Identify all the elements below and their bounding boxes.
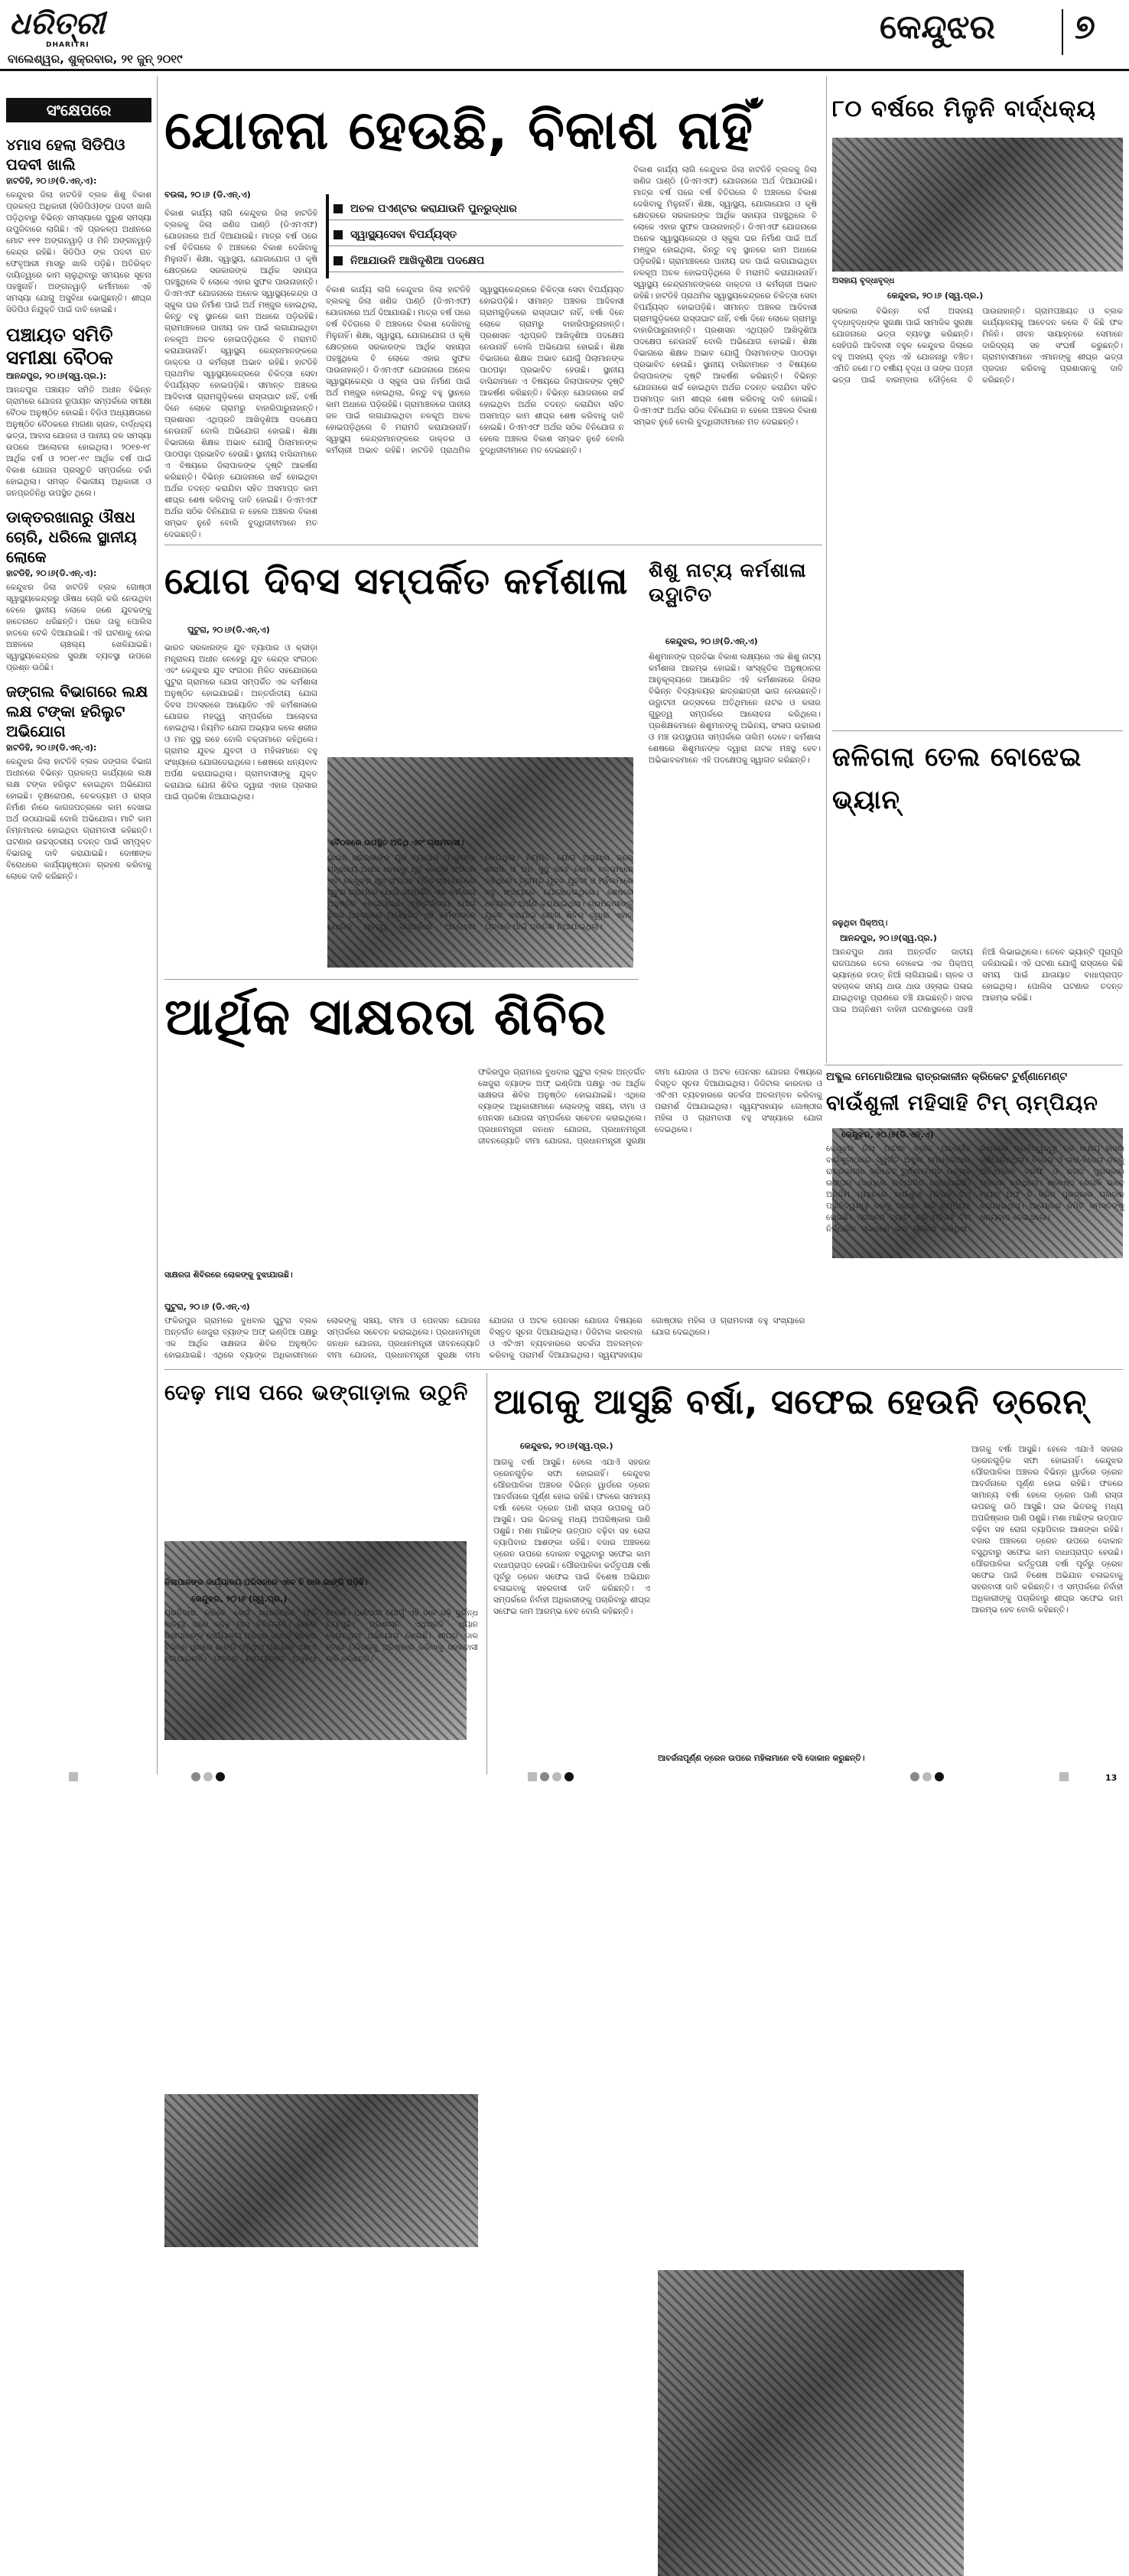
column-rule bbox=[826, 76, 827, 1063]
briefs-label: ସଂକ୍ଷେପରେ bbox=[6, 98, 151, 122]
dance-dateline: କେନ୍ଦୁଝର, ୨୦।୬(ଡି.ଏନ୍.ଏ) bbox=[665, 636, 758, 646]
dance-headline: ଶିଶୁ ନାଟ୍ୟ କର୍ମଶାଳା ଉଦ୍ଘାଟିତ bbox=[649, 559, 807, 606]
yoga-body-col1: ଭାରତ ସରକାରଙ୍କ ଯୁବ ବ୍ୟାପାର ଓ କ୍ରୀଡ଼ା ମନ୍ତ୍ରାଳୟ ଅଧୀନ ନେହେରୁ ଯୁବ କେନ୍ଦ୍ର ସଂଗଠନ ଏବଂ କେନ୍ଦୁଝର ଯୁବ ସଂଗଠନ ମିଳିତ ସହଯୋଗରେ ଘୁଟୁରା ଗ୍ରାମରେ ଯୋଗ ସମ୍ପର୍କିତ ଏକ କର୍ମଶାଳା ଅନୁଷ୍ଠିତ ହୋଇଯାଇଛି। ଅନ୍ତର୍ଜାତୀୟ ଯୋଗ ଦିବସ ଅବସରରେ ଆୟୋଜିତ ଏହି କର୍ମଶାଳାରେ ଯୋଗର ମହତ୍ତ୍ୱ ସମ୍ପର୍କରେ ଆଲୋଚନା ହୋଇଥିଲା। ନିୟମିତ ଯୋଗ ଅଭ୍ୟାସ କଲେ ଶରୀର ଓ ମନ ସୁସ୍ଥ ରହେ ବୋଲି ବକ୍ତାମାନେ କହିଥିଲେ। ଗ୍ରାମର ଯୁବକ ଯୁବତୀ ଓ ମହିଳାମାନେ ବହୁ ସଂଖ୍ୟାରେ ଯୋଗଦେଇଥିଲେ। ଶେଷରେ ଧନ୍ୟବାଦ ଅର୍ପଣ କରାଯାଇଥିଲା। ଗ୍ରାମବାସୀଙ୍କୁ ଯୁକ୍ତ କରାଯାଇ ଯୋଗ ଶିବିର ଦ୍ୱାରା ଏହାର ପ୍ରସାର ପାଇଁ ପ୍ରତିଜ୍ଞା ନିଆଯାଇଥିଲା। bbox=[164, 643, 317, 802]
brief-dateline: ହାଟଡିହି, ୨୦।୬(ଡି.ଏନ୍.ଏ): bbox=[6, 568, 97, 578]
brief-body: କେନ୍ଦୁଝର ଜିଲା ହାଟଡିହି ବ୍ଲକ ଗୋଷ୍ଠୀ ସ୍ୱାସ୍ଥ୍ୟକେନ୍ଦ୍ରରୁ ଔଷଧ ଚୋରି କରି ନେଉଥିବା ବେଳେ ସ୍ଥାନୀୟ ଲୋକେ ଜଣେ ଯୁବକଙ୍କୁ ହାତେନାତେ ଧରିଛନ୍ତି। ପରେ ତାକୁ ପୋଲିସ ହାତରେ ଟେକି ଦିଆଯାଇଛି। ଏହି ଘଟଣାକୁ ନେଇ ଅଞ୍ଚଳରେ ଚାଞ୍ଚଲ୍ୟ ଖେଳିଯାଇଛି। ସ୍ୱାସ୍ଥ୍ୟକେନ୍ଦ୍ରର ସୁରକ୍ଷା ବ୍ୟବସ୍ଥା ଉପରେ ପ୍ରଶ୍ନ ଉଠିଛି। bbox=[6, 583, 151, 672]
finance-dateline-wrap bbox=[164, 1300, 317, 1316]
finance-dateline: ଘୁଟୁରା, ୨୦।୬ (ଡି.ଏନ୍.ଏ) bbox=[164, 1302, 250, 1312]
issue-date: ବାଲେଶ୍ୱର, ଶୁକ୍ରବାର, ୨୧ ଜୁନ୍ ୨୦୧୯ bbox=[8, 52, 183, 66]
brief-headline: ୪ମାସ ହେଲା ସିଡିପିଓ ପଦବୀ ଖାଲି bbox=[6, 135, 125, 174]
brief-item bbox=[6, 681, 151, 883]
fire-photo-caption: ଜଳୁଥିବା ପିକ୍ଅପ୍। bbox=[832, 919, 888, 928]
fallen-branch-photo bbox=[164, 2094, 478, 2247]
cricket-dateline-wrap bbox=[841, 1128, 1071, 1143]
lead-highlights bbox=[326, 194, 623, 278]
brief-item bbox=[6, 135, 151, 316]
cricket-kicker: ଅବ୍ଦୁଲ ମେମୋରିଆଲ ରାତ୍ରକାଳୀନ କ୍ରିକେଟ ଟୁର୍ଣ୍ଣାମେଣ୍ଟ bbox=[826, 1071, 1068, 1083]
highlight-item: ନିଆଯାଉନି ଆଖିଦୃଶିଆ ପଦକ୍ଷେପ bbox=[329, 249, 623, 272]
briefs-column bbox=[6, 128, 151, 1773]
drain-headline: ଆଗକୁ ଆସୁଛି ବର୍ଷା, ସଫେଇ ହେଉନି ଡ୍ରେନ୍ bbox=[493, 1381, 1088, 1422]
cricket-dateline: କେନ୍ଦୁଝର, ୨୦।୬(ଡି.ଏନ୍.ଏ) bbox=[841, 1130, 934, 1140]
brief-dateline: ଆନନ୍ଦପୁର, ୨୦।୬(ସ୍ୱ.ପ୍ର.): bbox=[6, 371, 107, 381]
brief-headline: ଜଙ୍ଗଲ ବିଭାଗରେ ଲକ୍ଷ ଲକ୍ଷ ଟଙ୍କା ହରିଲୁଟ ଅଭିଯୋଗ bbox=[6, 682, 148, 740]
fire-headline: ଜଳିଗଲା ତେଲ ବୋଝେଇ ଭ୍ୟାନ୍ bbox=[832, 742, 1082, 815]
registration-mark bbox=[1059, 1771, 1069, 1783]
section-divider bbox=[1062, 9, 1063, 55]
pension-dateline-wrap bbox=[887, 289, 1117, 304]
registration-mark bbox=[69, 1771, 78, 1783]
brief-item bbox=[6, 324, 151, 499]
column-rule bbox=[157, 76, 158, 1774]
page-folio: 13 bbox=[1105, 1773, 1118, 1783]
registration-mark bbox=[910, 1771, 944, 1783]
bullet-icon bbox=[333, 204, 343, 213]
brief-item bbox=[6, 507, 151, 674]
finance-photo-caption: ସାକ୍ଷରତା ଶିବିରରେ ଲୋକଙ୍କୁ ବୁଝାଯାଉଛି। bbox=[164, 1270, 293, 1280]
lead-body-col3: ବିକାଶ କାର୍ଯ୍ୟ ଲାଗି କେନ୍ଦୁଝର ଜିଲା ହାଟଡିହି ବ୍ଲକକୁ ଜିଲା ଖଣିଜ ପାଣ୍ଠି (ଡିଏମଏଫ) ଯୋଜନାରେ ଅର୍ଥ ଦିଆଯାଉଛି। ମାତ୍ର ବର୍ଷ ପରେ ବର୍ଷ ବିତିଗଲେ ବି ଅଞ୍ଚଳରେ ବିକାଶ ଦେଖିବାକୁ ମିଳୁନାହିଁ। ଶିକ୍ଷା, ସ୍ୱାସ୍ଥ୍ୟ, ଯୋଗାଯୋଗ ଓ କୃଷି କ୍ଷେତ୍ରରେ ସରକାରଙ୍କ ଆର୍ଥିକ ସହାୟତା ପହଞ୍ଚୁଥିଲେ ବି ଲୋକେ ଏହାର ସୁଫଳ ପାଉନାହାନ୍ତି। ଡିଏମଏଫ ଯୋଜନାରେ ଅନେକ ସ୍ୱାସ୍ଥ୍ୟକେନ୍ଦ୍ର ଓ ସ୍କୁଲ ଘର ନିର୍ମାଣ ପାଇଁ ଅର୍ଥ ମଞ୍ଜୁର ହୋଇଥିଲା, କିନ୍ତୁ ବହୁ ସ୍ଥାନରେ କାମ ଅଧାରେ ପଡ଼ିରହିଛି। ଗ୍ରାମାଞ୍ଚଳରେ ପାନୀୟ ଜଳ ପାଇଁ ଲଗାଯାଇଥିବା ନଳକୂଅ ଅଚଳ ହୋଇପଡ଼ିଥିଲେ ବି ମରାମତି କରାଯାଉନାହିଁ। ସ୍ୱାସ୍ଥ୍ୟ କେନ୍ଦ୍ରମାନଙ୍କରେ ଡାକ୍ତର ଓ କର୍ମଚାରୀ ଅଭାବ ରହିଛି। ହାଟଡିହି ପ୍ରାଥମିକ ସ୍ୱାସ୍ଥ୍ୟକେନ୍ଦ୍ରରେ ଚିକିତ୍ସା ସେବା ବିପର୍ଯ୍ୟସ୍ତ ହୋଇପଡ଼ିଛି। ସୀମାନ୍ତ ଅଞ୍ଚଳର ଆଦିବାସୀ ଗ୍ରାମଗୁଡ଼ିକରେ ରାସ୍ତାଘାଟ ନାହିଁ, ବର୍ଷା ଦିନେ ଲୋକେ ଗ୍ରାମରୁ ବାହାରିପାରୁନାହାନ୍ତି। ପ୍ରଶାସନ ଏଥିପ୍ରତି ଆଖିଦୃଶିଆ ପଦକ୍ଷେପ ନେଉନାହିଁ ବୋଲି ଅଭିଯୋଗ ହୋଇଛି। ଶିକ୍ଷା ବିଭାଗରେ ଶିକ୍ଷକ ଅଭାବ ଯୋଗୁଁ ପିଲାମାନଙ୍କ ପାଠପଢ଼ା ପ୍ରଭାବିତ ହେଉଛି। ସ୍ଥାନୀୟ ବାସିନ୍ଦାମାନେ ଏ ବିଷୟରେ ଜିଲାପାଳଙ୍କ ଦୃଷ୍ଟି ଆକର୍ଷଣ କରିଛନ୍ତି। ବିଭିନ୍ନ ଯୋଜନାରେ ଖର୍ଚ୍ଚ ହୋଇଥିବା ଅର୍ଥର ତଦନ୍ତ କରାଯିବା ସହିତ ଅସମାପ୍ତ କାମ ଶୀଘ୍ର ଶେଷ କରିବାକୁ ଦାବି ହୋଇଛି। ଡିଏମଏଫ ଅର୍ଥର ସଠିକ ବିନିଯୋଗ ନ ହେଲେ ଅଞ୍ଚଳର ବିକାଶ ସମ୍ଭବ ନୁହେଁ ବୋଲି ବୁଦ୍ଧିଜୀବୀମାନେ ମତ ଦେଇଛନ୍ତି। bbox=[633, 165, 817, 427]
finance-body-bottom: ଫକିରପୁର ଗ୍ରାମରେ ବୁଧବାର ଘୁଟୁରା ବ୍ଲକ ଅନ୍ତର୍ଗତ ଖେଜୁରା ବ୍ୟାଙ୍କ ଅଫ୍ ଇଣ୍ଡିଆ ପକ୍ଷରୁ ଏକ ଆର୍ଥିକ ସାକ୍ଷରତା ଶିବିର ଅନୁଷ୍ଠିତ ହୋଇଯାଇଛି। ଏଥିରେ ବ୍ୟାଙ୍କ ଅଧିକାରୀମାନେ ଲୋକଙ୍କୁ ସଞ୍ଚୟ, ବୀମା ଓ ପେନସନ ଯୋଜନା ସମ୍ପର୍କରେ ସଚେତନ କରାଇଥିଲେ। ପ୍ରଧାନମନ୍ତ୍ରୀ ଜନଧନ ଯୋଜନା, ପ୍ରଧାନମନ୍ତ୍ରୀ ଜୀବନଜ୍ୟୋତି ବୀମା ଯୋଜନା, ପ୍ରଧାନମନ୍ତ୍ରୀ ସୁରକ୍ଷା ବୀମା ଯୋଜନା ଓ ଅଟଳ ପେନସନ ଯୋଜନା ବିଷୟରେ ବିସ୍ତୃତ ସୂଚନା ଦିଆଯାଇଥିଲା। ଡିଜିଟାଲ କାରବାର ଓ ଏଟିଏମ ବ୍ୟବହାରରେ ସତର୍କତା ଅବଲମ୍ବନ କରିବାକୁ ପରାମର୍ଶ ଦିଆଯାଇଥିଲା। ସ୍ୱୟଂସହାୟକ ଗୋଷ୍ଠୀର ମହିଳା ଓ ଗ୍ରାମବାସୀ ବହୁ ସଂଖ୍ୟାରେ ଯୋଗ ଦେଇଥିଲେ। bbox=[164, 1316, 805, 1360]
yoga-body-col2: ଭାରତ ସରକାରଙ୍କ ଯୁବ ବ୍ୟାପାର ଓ କ୍ରୀଡ଼ା ମନ୍ତ୍ରାଳୟ ଅଧୀନ ନେହେରୁ ଯୁବ କେନ୍ଦ୍ର ସଂଗଠନ ଏବଂ କେନ୍ଦୁଝର ଯୁବ ସଂଗଠନ ମିଳିତ ସହଯୋଗରେ ଘୁଟୁରା ଗ୍ରାମରେ ଯୋଗ ସମ୍ପର୍କିତ ଏକ କର୍ମଶାଳା ଅନୁଷ୍ଠିତ ହୋଇଯାଇଛି। ଅନ୍ତର୍ଜାତୀୟ ଯୋଗ ଦିବସ ଅବସରରେ ଆୟୋଜିତ ଏହି କର୍ମଶାଳାରେ ଯୋଗର ମହତ୍ତ୍ୱ ସମ୍ପର୍କରେ ଆଲୋଚନା ହୋଇଥିଲା। ନିୟମିତ ଯୋଗ ଅଭ୍ୟାସ କଲେ ଶରୀର ଓ ମନ ସୁସ୍ଥ ରହେ ବୋଲି ବକ୍ତାମାନେ କହିଥିଲେ। ଗ୍ରାମର ଯୁବକ ଯୁବତୀ ଓ ମହିଳାମାନେ ବହୁ ସଂଖ୍ୟାରେ ଯୋଗଦେଇଥିଲେ। ଶେଷରେ ଧନ୍ୟବାଦ ଅର୍ପଣ କରାଯାଇଥିଲା। ଗ୍ରାମବାସୀଙ୍କୁ ଯୁକ୍ତ କରାଯାଇ ଯୋଗ ଶିବିର ଦ୍ୱାରା ଏହାର ପ୍ରସାର ପାଇଁ ପ୍ରତିଜ୍ଞା ନିଆଯାଇଥିଲା। bbox=[327, 854, 633, 932]
brief-body: କେନ୍ଦୁଝର ଜିଲା ହାଟଡିହି ବ୍ଲକ ଶିଶୁ ବିକାଶ ପ୍ରକଳ୍ପ ଅଧିକାରୀ (ସିଡିପିଓ)ଙ୍କ ପଦବୀ ଖାଲି ପଡ଼ିଥିବାରୁ ବିଭିନ୍ନ ସମସ୍ୟାରେ ପୁରୁଣ ସମସ୍ୟା ଉପୁଜିବାରେ ଲାଗିଛି। ଏହି ପ୍ରକଳ୍ପ ଅଧୀନରେ ମୋଟ ୧୧୧ ଅଙ୍ଗନୱାଡ଼ି ଓ ମିନି ଅଙ୍ଗନୱାଡ଼ି କେନ୍ଦ୍ର ରହିଛି। ସିଡିପିଓ ଙ୍କ ପଦବୀ ଗତ ଫେବୃଆରୀ ମାସରୁ ଖାଲି ପଡ଼ିଛି। ଅତିରିକ୍ତ ଦାୟିତ୍ୱରେ କାମ ଚାଲୁଥିବାରୁ ସମୟରେ ସୂଚନା ପହଞ୍ଚୁନାହିଁ। ଅଙ୍ଗନୱାଡ଼ି କର୍ମୀମାନେ ଏହି ସମସ୍ୟା ଯୋଗୁ ଅସୁବିଧା ଭୋଗୁଛନ୍ତି। ଶୀଘ୍ର ସିଡିପିଓ ନିଯୁକ୍ତି ପାଇଁ ଦାବି ହୋଇଛି। bbox=[6, 190, 151, 314]
fire-dateline-wrap bbox=[840, 932, 1069, 947]
drain-body-col2: ଆଗକୁ ବର୍ଷା ଆସୁଛି। ହେଲେ ଏଯାଏଁ ସହରର ଡ୍ରେନଗୁଡ଼ିକ ସଫା ହୋଇନାହିଁ। କେନ୍ଦୁଝର ପୌରପାଳିକା ଅଞ୍ଚଳର ବିଭିନ୍ନ ୱାର୍ଡରେ ଡ୍ରେନ ଆବର୍ଜନାରେ ପୂର୍ଣ୍ଣ ହୋଇ ରହିଛି। ଫଳରେ ସାମାନ୍ୟ ବର୍ଷା ହେଲେ ଡ୍ରେନ ପାଣି ରାସ୍ତା ଉପରକୁ ଉଠି ଆସୁଛି। ଘର ଭିତରକୁ ମଧ୍ୟ ଅପରିଷ୍କାର ପାଣି ପଶୁଛି। ମଶା ମାଛିଙ୍କ ଉତ୍ପାତ ବଢ଼ିବା ସହ ରୋଗ ବ୍ୟାପିବାର ଆଶଙ୍କା ରହିଛି। ବଜାର ଅଞ୍ଚଳରେ ଡ୍ରେନ ଉପରେ ଦୋକାନ ବସୁଥିବାରୁ ସଫେଇ କାମ ବାଧାପ୍ରାପ୍ତ ହେଉଛି। ପୌରପାଳିକା କର୍ତ୍ତୃପକ୍ଷ ବର୍ଷା ପୂର୍ବରୁ ଡ୍ରେନ ସଫେଇ ପାଇଁ ବିଶେଷ ଅଭିଯାନ ଚଳାଇବାକୁ ସହରବାସୀ ଦାବି କରିଛନ୍ତି। ଏ ସମ୍ପର୍କରେ ନିର୍ବାହୀ ଅଧିକାରୀଙ୍କୁ ପଚାରିବାରୁ ଶୀଘ୍ର ସଫେଇ କାମ ଆରମ୍ଭ ହେବ ବୋଲି କହିଛନ୍ତି। bbox=[971, 1445, 1123, 1615]
brief-headline: ଡାକ୍ତରଖାନାରୁ ଔଷଧ ଚୋରି, ଧରିଲେ ସ୍ଥାନୀୟ ଲୋକେ bbox=[6, 508, 137, 566]
masthead-rule bbox=[0, 69, 1129, 71]
dance-dateline-wrap bbox=[665, 635, 818, 650]
lead-dateline: ବଉଳା, ୨୦।୬ (ଡି.ଏନ୍.ଏ) bbox=[164, 190, 251, 200]
bullet-icon bbox=[333, 230, 343, 239]
drain-photo-caption: ଆବର୍ଜନାପୂର୍ଣ୍ଣ ଡ୍ରେନ ଉପରେ ମହିଳାମାନେ ବସି ଦୋକାନ କରୁଛନ୍ତି। bbox=[658, 1754, 865, 1763]
column-rule bbox=[486, 1373, 487, 1774]
drain-body-col1: ଆଗକୁ ବର୍ଷା ଆସୁଛି। ହେଲେ ଏଯାଏଁ ସହରର ଡ୍ରେନଗୁଡ଼ିକ ସଫା ହୋଇନାହିଁ। କେନ୍ଦୁଝର ପୌରପାଳିକା ଅଞ୍ଚଳର ବିଭିନ୍ନ ୱାର୍ଡରେ ଡ୍ରେନ ଆବର୍ଜନାରେ ପୂର୍ଣ୍ଣ ହୋଇ ରହିଛି। ଫଳରେ ସାମାନ୍ୟ ବର୍ଷା ହେଲେ ଡ୍ରେନ ପାଣି ରାସ୍ତା ଉପରକୁ ଉଠି ଆସୁଛି। ଘର ଭିତରକୁ ମଧ୍ୟ ଅପରିଷ୍କାର ପାଣି ପଶୁଛି। ମଶା ମାଛିଙ୍କ ଉତ୍ପାତ ବଢ଼ିବା ସହ ରୋଗ ବ୍ୟାପିବାର ଆଶଙ୍କା ରହିଛି। ବଜାର ଅଞ୍ଚଳରେ ଡ୍ରେନ ଉପରେ ଦୋକାନ ବସୁଥିବାରୁ ସଫେଇ କାମ ବାଧାପ୍ରାପ୍ତ ହେଉଛି। ପୌରପାଳିକା କର୍ତ୍ତୃପକ୍ଷ ବର୍ଷା ପୂର୍ବରୁ ଡ୍ରେନ ସଫେଇ ପାଇଁ ବିଶେଷ ଅଭିଯାନ ଚଳାଇବାକୁ ସହରବାସୀ ଦାବି କରିଛନ୍ତି। ଏ ସମ୍ପର୍କରେ ନିର୍ବାହୀ ଅଧିକାରୀଙ୍କୁ ପଚାରିବାରୁ ଶୀଘ୍ର ସଫେଇ କାମ ଆରମ୍ଭ ହେବ ବୋଲି କହିଛନ୍ତି। bbox=[493, 1458, 650, 1616]
highlight-item: ଅଚଳ ପଏଣ୍ଟର କରାଯାଉନି ପୁନରୁଦ୍ଧାର bbox=[329, 197, 623, 220]
lead-body-col2: ବିକାଶ କାର୍ଯ୍ୟ ଲାଗି କେନ୍ଦୁଝର ଜିଲା ହାଟଡିହି ବ୍ଲକକୁ ଜିଲା ଖଣିଜ ପାଣ୍ଠି (ଡିଏମଏଫ) ଯୋଜନାରେ ଅର୍ଥ ଦିଆଯାଉଛି। ମାତ୍ର ବର୍ଷ ପରେ ବର୍ଷ ବିତିଗଲେ ବି ଅଞ୍ଚଳରେ ବିକାଶ ଦେଖିବାକୁ ମିଳୁନାହିଁ। ଶିକ୍ଷା, ସ୍ୱାସ୍ଥ୍ୟ, ଯୋଗାଯୋଗ ଓ କୃଷି କ୍ଷେତ୍ରରେ ସରକାରଙ୍କ ଆର୍ଥିକ ସହାୟତା ପହଞ୍ଚୁଥିଲେ ବି ଲୋକେ ଏହାର ସୁଫଳ ପାଉନାହାନ୍ତି। ଡିଏମଏଫ ଯୋଜନାରେ ଅନେକ ସ୍ୱାସ୍ଥ୍ୟକେନ୍ଦ୍ର ଓ ସ୍କୁଲ ଘର ନିର୍ମାଣ ପାଇଁ ଅର୍ଥ ମଞ୍ଜୁର ହୋଇଥିଲା, କିନ୍ତୁ ବହୁ ସ୍ଥାନରେ କାମ ଅଧାରେ ପଡ଼ିରହିଛି। ଗ୍ରାମାଞ୍ଚଳରେ ପାନୀୟ ଜଳ ପାଇଁ ଲଗାଯାଇଥିବା ନଳକୂଅ ଅଚଳ ହୋଇପଡ଼ିଥିଲେ ବି ମରାମତି କରାଯାଉନାହିଁ। ସ୍ୱାସ୍ଥ୍ୟ କେନ୍ଦ୍ରମାନଙ୍କରେ ଡାକ୍ତର ଓ କର୍ମଚାରୀ ଅଭାବ ରହିଛି। ହାଟଡିହି ପ୍ରାଥମିକ ସ୍ୱାସ୍ଥ୍ୟକେନ୍ଦ୍ରରେ ଚିକିତ୍ସା ସେବା ବିପର୍ଯ୍ୟସ୍ତ ହୋଇପଡ଼ିଛି। ସୀମାନ୍ତ ଅଞ୍ଚଳର ଆଦିବାସୀ ଗ୍ରାମଗୁଡ଼ିକରେ ରାସ୍ତାଘାଟ ନାହିଁ, ବର୍ଷା ଦିନେ ଲୋକେ ଗ୍ରାମରୁ ବାହାରିପାରୁନାହାନ୍ତି। ପ୍ରଶାସନ ଏଥିପ୍ରତି ଆଖିଦୃଶିଆ ପଦକ୍ଷେପ ନେଉନାହିଁ ବୋଲି ଅଭିଯୋଗ ହୋଇଛି। ଶିକ୍ଷା ବିଭାଗରେ ଶିକ୍ଷକ ଅଭାବ ଯୋଗୁଁ ପିଲାମାନଙ୍କ ପାଠପଢ଼ା ପ୍ରଭାବିତ ହେଉଛି। ସ୍ଥାନୀୟ ବାସିନ୍ଦାମାନେ ଏ ବିଷୟରେ ଜିଲାପାଳଙ୍କ ଦୃଷ୍ଟି ଆକର୍ଷଣ କରିଛନ୍ତି। ବିଭିନ୍ନ ଯୋଜନାରେ ଖର୍ଚ୍ଚ ହୋଇଥିବା ଅର୍ଥର ତଦନ୍ତ କରାଯିବା ସହିତ ଅସମାପ୍ତ କାମ ଶୀଘ୍ର ଶେଷ କରିବାକୁ ଦାବି ହୋଇଛି। ଡିଏମଏଫ ଅର୍ଥର ସଠିକ ବିନିଯୋଗ ନ ହେଲେ ଅଞ୍ଚଳର ବିକାଶ ସମ୍ଭବ ନୁହେଁ ବୋଲି ବୁଦ୍ଧିଜୀବୀମାନେ ମତ ଦେଇଛନ୍ତି। bbox=[326, 285, 624, 455]
pension-headline: ୮୦ ବର୍ଷରେ ମିଳୁନି ବାର୍ଦ୍ଧକ୍ୟ bbox=[832, 96, 1097, 122]
branch-dateline: କେନ୍ଦୁଝର, ୨୦।୬ (ସ୍ୱ.ପ୍ର.) bbox=[191, 1594, 288, 1604]
page-number: ୭ bbox=[1075, 8, 1095, 47]
branch-body: ପ୍ରତିକାର କରିବେ କେଉଁ ସାଧାରଣରେ ଫନି ବାତ୍ୟା ପରେ ଦେଢ଼ ମାସ ବିତିଗଲାଣି। ହେଲେ ଜିଲାପାଳଙ୍କ କାର୍ଯ୍ୟାଳୟ ପରିସର ସମେତ ସହରର ବିଭିନ୍ନ ସ୍ଥାନରେ ଭାଙ୍ଗି ପଡ଼ିଥିବା ଗଛ ଡାଳ ଏଯାଏଁ ହଟାଯାଇନାହିଁ। ଫଳରେ ଯାତାୟାତରେ ଅସୁବିଧା ହେଉଛି। ପାଣିପାଗ ଯୋଗୁଁ ଏହି ଡାଳ ସଢ଼ି ଦୁର୍ଗନ୍ଧ ବ୍ୟାପୁଛି। ପ୍ରଶାସନ ଏଥିପ୍ରତି ଧ୍ୟାନ ଦେଉନଥିବା ଅଭିଯୋଗ ହୋଇଛି। ଶୀଘ୍ର ଡାଳ ହଟାଇ ପରିସରକୁ ପରିଷ୍କାର କରିବାକୁ ସହରବାସୀ ଦାବି କରିଛନ୍ତି। bbox=[164, 1608, 478, 1664]
masthead bbox=[0, 0, 1129, 73]
pension-body: ସରକାର ବିଭିନ୍ନ ବର୍ଗ ଅସହାୟ ବୃଦ୍ଧାବୃଦ୍ଧଙ୍କ ସୁରକ୍ଷା ପାଇଁ ସାମାଜିକ ସୁରକ୍ଷା ଯୋଜନାରେ ଭତ୍ତା ବ୍ୟବସ୍ଥା କରିଛନ୍ତି। ସେହିପରି ଆଦିବାସୀ ବହୁଳ କେନ୍ଦୁଝର ଜିଲାରେ ବହୁ ଅସହାୟ ବୃଦ୍ଧ ଏହି ଯୋଜନାରୁ ବଞ୍ଚିତ। ଏମିତି ଜଣେ ୮୦ ବର୍ଷୀୟ ବୃଦ୍ଧ ଓ ତାଙ୍କ ପତ୍ନୀ ଭତ୍ତା ପାଇଁ ବାରମ୍ବାର ଦୌଡ଼ିଲେ ବି ପାଉନାହାନ୍ତି। ଗ୍ରାମପଞ୍ଚାୟତ ଓ ବ୍ଲକ କାର୍ଯ୍ୟାଳୟକୁ ଆବେଦନ କଲେ ବି କିଛି ଫଳ ମିଳିନି। ଜୀବନ ସାୟାହ୍ନରେ ସେମାନେ ଦାରିଦ୍ର୍ୟ ସହ ସଂଘର୍ଷ କରୁଛନ୍ତି। ଗ୍ରାମବାସୀମାନେ ଏମାନଙ୍କୁ ଶୀଘ୍ର ଭତ୍ତା ପ୍ରଦାନ କରିବାକୁ ପ୍ରଶାସନକୁ ଦାବି କରିଛନ୍ତି। bbox=[832, 307, 1123, 385]
elderly-couple-photo bbox=[832, 138, 1123, 272]
drain-dateline-wrap bbox=[520, 1439, 673, 1455]
lead-body-col1: ବିକାଶ କାର୍ଯ୍ୟ ଲାଗି କେନ୍ଦୁଝର ଜିଲା ହାଟଡିହି ବ୍ଲକକୁ ଜିଲା ଖଣିଜ ପାଣ୍ଠି (ଡିଏମଏଫ) ଯୋଜନାରେ ଅର୍ଥ ଦିଆଯାଉଛି। ମାତ୍ର ବର୍ଷ ପରେ ବର୍ଷ ବିତିଗଲେ ବି ଅଞ୍ଚଳରେ ବିକାଶ ଦେଖିବାକୁ ମିଳୁନାହିଁ। ଶିକ୍ଷା, ସ୍ୱାସ୍ଥ୍ୟ, ଯୋଗାଯୋଗ ଓ କୃଷି କ୍ଷେତ୍ରରେ ସରକାରଙ୍କ ଆର୍ଥିକ ସହାୟତା ପହଞ୍ଚୁଥିଲେ ବି ଲୋକେ ଏହାର ସୁଫଳ ପାଉନାହାନ୍ତି। ଡିଏମଏଫ ଯୋଜନାରେ ଅନେକ ସ୍ୱାସ୍ଥ୍ୟକେନ୍ଦ୍ର ଓ ସ୍କୁଲ ଘର ନିର୍ମାଣ ପାଇଁ ଅର୍ଥ ମଞ୍ଜୁର ହୋଇଥିଲା, କିନ୍ତୁ ବହୁ ସ୍ଥାନରେ କାମ ଅଧାରେ ପଡ଼ିରହିଛି। ଗ୍ରାମାଞ୍ଚଳରେ ପାନୀୟ ଜଳ ପାଇଁ ଲଗାଯାଇଥିବା ନଳକୂଅ ଅଚଳ ହୋଇପଡ଼ିଥିଲେ ବି ମରାମତି କରାଯାଉନାହିଁ। ସ୍ୱାସ୍ଥ୍ୟ କେନ୍ଦ୍ରମାନଙ୍କରେ ଡାକ୍ତର ଓ କର୍ମଚାରୀ ଅଭାବ ରହିଛି। ହାଟଡିହି ପ୍ରାଥମିକ ସ୍ୱାସ୍ଥ୍ୟକେନ୍ଦ୍ରରେ ଚିକିତ୍ସା ସେବା ବିପର୍ଯ୍ୟସ୍ତ ହୋଇପଡ଼ିଛି। ସୀମାନ୍ତ ଅଞ୍ଚଳର ଆଦିବାସୀ ଗ୍ରାମଗୁଡ଼ିକରେ ରାସ୍ତାଘାଟ ନାହିଁ, ବର୍ଷା ଦିନେ ଲୋକେ ଗ୍ରାମରୁ ବାହାରିପାରୁନାହାନ୍ତି। ପ୍ରଶାସନ ଏଥିପ୍ରତି ଆଖିଦୃଶିଆ ପଦକ୍ଷେପ ନେଉନାହିଁ ବୋଲି ଅଭିଯୋଗ ହୋଇଛି। ଶିକ୍ଷା ବିଭାଗରେ ଶିକ୍ଷକ ଅଭାବ ଯୋଗୁଁ ପିଲାମାନଙ୍କ ପାଠପଢ଼ା ପ୍ରଭାବିତ ହେଉଛି। ସ୍ଥାନୀୟ ବାସିନ୍ଦାମାନେ ଏ ବିଷୟରେ ଜିଲାପାଳଙ୍କ ଦୃଷ୍ଟି ଆକର୍ଷଣ କରିଛନ୍ତି। ବିଭିନ୍ନ ଯୋଜନାରେ ଖର୍ଚ୍ଚ ହୋଇଥିବା ଅର୍ଥର ତଦନ୍ତ କରାଯିବା ସହିତ ଅସମାପ୍ତ କାମ ଶୀଘ୍ର ଶେଷ କରିବାକୁ ଦାବି ହୋଇଛି। ଡିଏମଏଫ ଅର୍ଥର ସଠିକ ବିନିଯୋଗ ନ ହେଲେ ଅଞ୍ଚଳର ବିକାଶ ସମ୍ଭବ ନୁହେଁ ବୋଲି ବୁଦ୍ଧିଜୀବୀମାନେ ମତ ଦେଇଛନ୍ତି। bbox=[164, 209, 317, 539]
brief-dateline: ହାଟଡିହି, ୨୦।୬(ଡି.ଏନ୍.ଏ): bbox=[6, 176, 97, 186]
highlight-item: ସ୍ୱାସ୍ଥ୍ୟସେବା ବିପର୍ଯ୍ୟସ୍ତ bbox=[329, 223, 623, 246]
dance-body: ଶିଶୁମାନଙ୍କ ପ୍ରତିଭା ବିକାଶ ଲକ୍ଷ୍ୟରେ ଏକ ଶିଶୁ ନାଟ୍ୟ କର୍ମଶାଳା ଆରମ୍ଭ ହୋଇଛି। ସାଂସ୍କୃତିକ ଅନୁଷ୍ଠାନର ଆନୁକୂଲ୍ୟରେ ଆୟୋଜିତ ଏହି କର୍ମଶାଳାରେ ଜିଲାର ବିଭିନ୍ନ ବିଦ୍ୟାଳୟର ଛାତ୍ରଛାତ୍ରୀ ଭାଗ ନେଉଛନ୍ତି। ଉଦ୍ଘାଟନୀ ଉତ୍ସବରେ ଅତିଥିମାନେ ନାଟକ ଓ କଳାର ଗୁରୁତ୍ୱ ସମ୍ପର୍କରେ ଆଲୋଚନା କରିଥିଲେ। ପ୍ରଶିକ୍ଷକମାନେ ଶିଶୁମାନଙ୍କୁ ଅଭିନୟ, ସଂଳାପ ଉଚ୍ଚାରଣ ଓ ମଞ୍ଚ ଉପସ୍ଥାପନା ସମ୍ପର୍କରେ ତାଲିମ ଦେବେ। କର୍ମଶାଳା ଶେଷରେ ଶିଶୁମାନଙ୍କ ଦ୍ୱାରା ନାଟକ ମଞ୍ଚସ୍ଥ ହେବ। ଅଭିଭାବକମାନେ ଏହି ପଦକ୍ଷେପକୁ ସ୍ୱାଗତ କରିଛନ୍ତି। bbox=[649, 652, 821, 765]
story-divider bbox=[832, 730, 1123, 731]
lead-dateline-wrap bbox=[164, 188, 317, 203]
brief-body: ଆନନ୍ଦପୁର ପଞ୍ଚାୟତ ସମିତି ଅଧୀନ ବିଭିନ୍ନ ଗ୍ରାମରେ ଯୋଜନା ରୂପାୟନ ସମ୍ପର୍କରେ ସମୀକ୍ଷା ବୈଠକ ଅନୁଷ୍ଠିତ ହୋଇଛି। ବିଡିଓ ଅଧ୍ୟକ୍ଷତାରେ ଅନୁଷ୍ଠିତ ବୈଠକରେ ମାଗଣା ଚାଉଳ, ବାର୍ଦ୍ଧକ୍ୟ ଭତ୍ତା, ଆବାସ ଯୋଜନା ଓ ପାନୀୟ ଜଳ ସମସ୍ୟା ଉପରେ ଆଲୋଚନା ହୋଇଥିଲା। ୨୦୧୭-୧୮ ଆର୍ଥିକ ବର୍ଷ ଓ ୨୦୧୮-୧୯ ଆର୍ଥିକ ବର୍ଷ ପାଇଁ ବିକାଶ ଯୋଜନା ପ୍ରସ୍ତୁତି ସମ୍ପର୍କରେ ଚର୍ଚ୍ଚା ହୋଇଥିଲା। ସମସ୍ତ ବିଭାଗୀୟ ଅଧିକାରୀ ଓ ଜନପ୍ରତିନିଧି ଉପସ୍ଥିତ ଥିଲେ। bbox=[6, 385, 151, 498]
brief-dateline: ହାଟଡିହି, ୨୦।୬(ଡି.ଏନ୍.ଏ): bbox=[6, 743, 97, 753]
yoga-dateline: ଘୁଟୁରା, ୨୦।୬(ଡି.ଏନ୍.ଏ) bbox=[187, 625, 270, 635]
fire-dateline: ଆନନ୍ଦପୁର, ୨୦।୬(ସ୍ୱ.ପ୍ର.) bbox=[840, 933, 937, 943]
branch-dateline-wrap bbox=[191, 1592, 360, 1608]
branch-headline: ଦେଢ଼ ମାସ ପରେ ଭଙ୍ଗାଡ଼ାଲ ଉଠୁନି bbox=[164, 1380, 469, 1405]
registration-mark bbox=[528, 1771, 574, 1783]
newspaper-logo: ଧରିତ୍ରୀ bbox=[9, 6, 105, 41]
finance-body-side: ଫକିରପୁର ଗ୍ରାମରେ ବୁଧବାର ଘୁଟୁରା ବ୍ଲକ ଅନ୍ତର୍ଗତ ଖେଜୁରା ବ୍ୟାଙ୍କ ଅଫ୍ ଇଣ୍ଡିଆ ପକ୍ଷରୁ ଏକ ଆର୍ଥିକ ସାକ୍ଷରତା ଶିବିର ଅନୁଷ୍ଠିତ ହୋଇଯାଇଛି। ଏଥିରେ ବ୍ୟାଙ୍କ ଅଧିକାରୀମାନେ ଲୋକଙ୍କୁ ସଞ୍ଚୟ, ବୀମା ଓ ପେନସନ ଯୋଜନା ସମ୍ପର୍କରେ ସଚେତନ କରାଇଥିଲେ। ପ୍ରଧାନମନ୍ତ୍ରୀ ଜନଧନ ଯୋଜନା, ପ୍ରଧାନମନ୍ତ୍ରୀ ଜୀବନଜ୍ୟୋତି ବୀମା ଯୋଜନା, ପ୍ରଧାନମନ୍ତ୍ରୀ ସୁରକ୍ଷା ବୀମା ଯୋଜନା ଓ ଅଟଳ ପେନସନ ଯୋଜନା ବିଷୟରେ ବିସ୍ତୃତ ସୂଚନା ଦିଆଯାଇଥିଲା। ଡିଜିଟାଲ କାରବାର ଓ ଏଟିଏମ ବ୍ୟବହାରରେ ସତର୍କତା ଅବଲମ୍ବନ କରିବାକୁ ପରାମର୍ଶ ଦିଆଯାଇଥିଲା। ସ୍ୱୟଂସହାୟକ ଗୋଷ୍ଠୀର ମହିଳା ଓ ଗ୍ରାମବାସୀ ବହୁ ସଂଖ୍ୟାରେ ଯୋଗ ଦେଇଥିଲେ। bbox=[478, 1068, 822, 1146]
lead-headline: ଯୋଜନା ହେଉଛି, ବିକାଶ ନାହିଁ bbox=[164, 99, 754, 161]
branch-photo-caption: ଜିଲାପାଳଙ୍କ କାର୍ଯ୍ୟାଳୟ ପରିସରରେ ଏବେ ବି ଡାଳ ଭାଙ୍ଗି ପଡ଼ିଛି। bbox=[164, 1578, 368, 1587]
clogged-drain-photo bbox=[658, 2270, 964, 2576]
cricket-body: କେନ୍ଦୁଝର ଜିଲା ପାଟଣା ବ୍ଲକ ଅନ୍ତର୍ଗତ ବାଉଁଶୁଳୀଠାରେ ସ୍ୱର୍ଗତ ଅବ୍ଦୁଲ ମେମୋରିଆଲ ରାତ୍ରକାଳୀନ କ୍ରିକେଟ ଟୁର୍ଣ୍ଣାମେଣ୍ଟ ଉତ୍ସାହ ଉଦ୍ଦୀପନା ମଧ୍ୟରେ ଉଦ୍ଯାପିତ ହୋଇଯାଇଛି। ଅନ୍ତିମ ମ୍ୟାଚରେ ବାଉଁଶୁଳୀ ମହିସାହି ଟିମ୍ ପ୍ରତିଦ୍ୱନ୍ଦ୍ୱୀ ଦଳକୁ ପରାସ୍ତ କରି ଚାମ୍ପିୟନ ହୋଇଛି। ପ୍ରଥମେ ବ୍ୟାଟିଂ କରି ମହିସାହି ଟିମ୍ ନିର୍ଦ୍ଧାରିତ ଓଭରରେ ଭଲ ସ୍କୋର କରିଥିଲା। ଜବାବରେ ପ୍ରତିଦ୍ୱନ୍ଦ୍ୱୀ ଦଳ ଲକ୍ଷ୍ୟ ହାସଲ କରିପାରିନଥିଲା। ବିଜେତା ଓ ଉପ-ବିଜେତା ଦଳକୁ ଅତିଥିମାନେ ଟ୍ରଫି ଓ ନଗଦ ପୁରସ୍କାର ପ୍ରଦାନ କରିଥିଲେ। ଶ୍ରେଷ୍ଠ ଖେଳାଳି ଭାବେ ମ୍ୟାନ୍ ଅଫ୍ ଦି ସିରିଜ୍ ପୁରସ୍କାର ପ୍ରଦାନ କରାଯାଇଥିଲା। ଆୟୋଜକ କମିଟି ସମସ୍ତଙ୍କୁ ଧନ୍ୟବାଦ ଦେଇଥିଲେ। bbox=[826, 1144, 1124, 1234]
pension-photo-caption: ଅସହାୟ ବୃଦ୍ଧାବୃଦ୍ଧ bbox=[832, 276, 895, 285]
story-divider bbox=[164, 1369, 1123, 1370]
yoga-dateline-wrap bbox=[187, 623, 325, 639]
yoga-photo-caption: ବୈଠକରେ ଉପସ୍ଥିତ ଅତିଥି ଏବଂ ଗ୍ରାମବାସୀ। bbox=[330, 838, 464, 847]
fire-body: ଆନନ୍ଦପୁର ଥାନା ଅନ୍ତର୍ଗତ ଜାତୀୟ ରାଜପଥରେ ତେଲ ବୋଝେଇ ଏକ ପିକ୍ଅପ୍ ଭ୍ୟାନ୍ରେ ହଠାତ୍ ନିଆଁ ଲାଗିଯାଇଛି। ଚାଳକ ଓ ସହଚାଳକ ସମୟ ଥାଉ ଥାଉ ଓହ୍ଲାଇ ପଳାଇ ଯାଇଥିବାରୁ ପ୍ରାଣରେ ବଞ୍ଚି ଯାଇଛନ୍ତି। ଖବର ପାଇ ଅଗ୍ନିଶମ ବାହିନୀ ଘଟଣାସ୍ଥଳରେ ପହଞ୍ଚି ନିଆଁ ଲିଭାଇଥିଲେ। ତେବେ ଭ୍ୟାନ୍ଟି ପୂରାପୂରି ଜଳିଯାଇଛି। ଏହି ଘଟଣା ଯୋଗୁଁ ରାସ୍ତାରେ କିଛି ସମୟ ପାଇଁ ଯାତାୟାତ ବାଧାପ୍ରାପ୍ତ ହୋଇଥିଲା। ପୋଲିସ ଘଟଣାର ତଦନ୍ତ ଆରମ୍ଭ କରିଛି। bbox=[832, 948, 1123, 1014]
brief-headline: ପଞ୍ଚାୟତ ସମିତି ସମୀକ୍ଷା ବୈଠକ bbox=[6, 324, 113, 369]
pension-dateline: କେନ୍ଦୁଝର, ୨୦।୬ (ସ୍ୱ.ପ୍ର.) bbox=[887, 291, 984, 301]
finance-headline: ଆର୍ଥିକ ସାକ୍ଷରତା ଶିବିର bbox=[164, 987, 607, 1046]
drain-dateline: କେନ୍ଦୁଝର, ୨୦।୬(ସ୍ୱ.ପ୍ର.) bbox=[520, 1441, 613, 1451]
brief-body: କେନ୍ଦୁଝର ଜିଲା ହାଟଡିହି ବ୍ଲକ ଜଙ୍ଗଲ ବିଭାଗ ଅଧୀନରେ ବିଭିନ୍ନ ପ୍ରକଳ୍ପ କାର୍ଯ୍ୟରେ ଲକ୍ଷ ଲକ୍ଷ ଟଙ୍କା ହରିଲୁଟ ହୋଇଥିବା ଅଭିଯୋଗ ହୋଇଛି। ବୃକ୍ଷରୋପଣ, ଚେକଡ୍ୟାମ ଓ ରାସ୍ତା ନିର୍ମାଣ ନାଁରେ କାଗଜପତ୍ରରେ କାମ ଦେଖାଇ ଅର୍ଥ ଉଠାଯାଇଛି ବୋଲି ଅଭିଯୋଗ। ମାଟି କାମ ନିମ୍ନମାନର ହୋଇଥିବା ଗ୍ରାମବାସୀ କହିଛନ୍ତି। ଘଟଣାର ଉଚ୍ଚସ୍ତରୀୟ ତଦନ୍ତ ପାଇଁ ସମ୍ପୃକ୍ତ ବିଭାଗକୁ ଦାବି କରାଯାଇଛି। ଦୋଷୀଙ୍କ ବିରୋଧରେ କାର୍ଯ୍ୟାନୁଷ୍ଠାନ ଗ୍ରହଣ କରିବାକୁ ଲୋକେ ଦାବି କରିଛନ୍ତି। bbox=[6, 757, 151, 881]
section-title: କେନ୍ଦୁଝର bbox=[880, 8, 995, 47]
newspaper-logo-subtitle: DHARITRI bbox=[46, 41, 89, 49]
bullet-icon bbox=[333, 256, 343, 265]
registration-mark bbox=[191, 1771, 225, 1783]
yoga-headline: ଯୋଗ ଦିବସ ସମ୍ପର୍କିତ କର୍ମଶାଳା bbox=[164, 560, 629, 603]
cricket-headline: ବାଉଁଶୁଳୀ ମହିସାହି ଟିମ୍ ଚାମ୍ପିୟନ bbox=[826, 1091, 1098, 1115]
